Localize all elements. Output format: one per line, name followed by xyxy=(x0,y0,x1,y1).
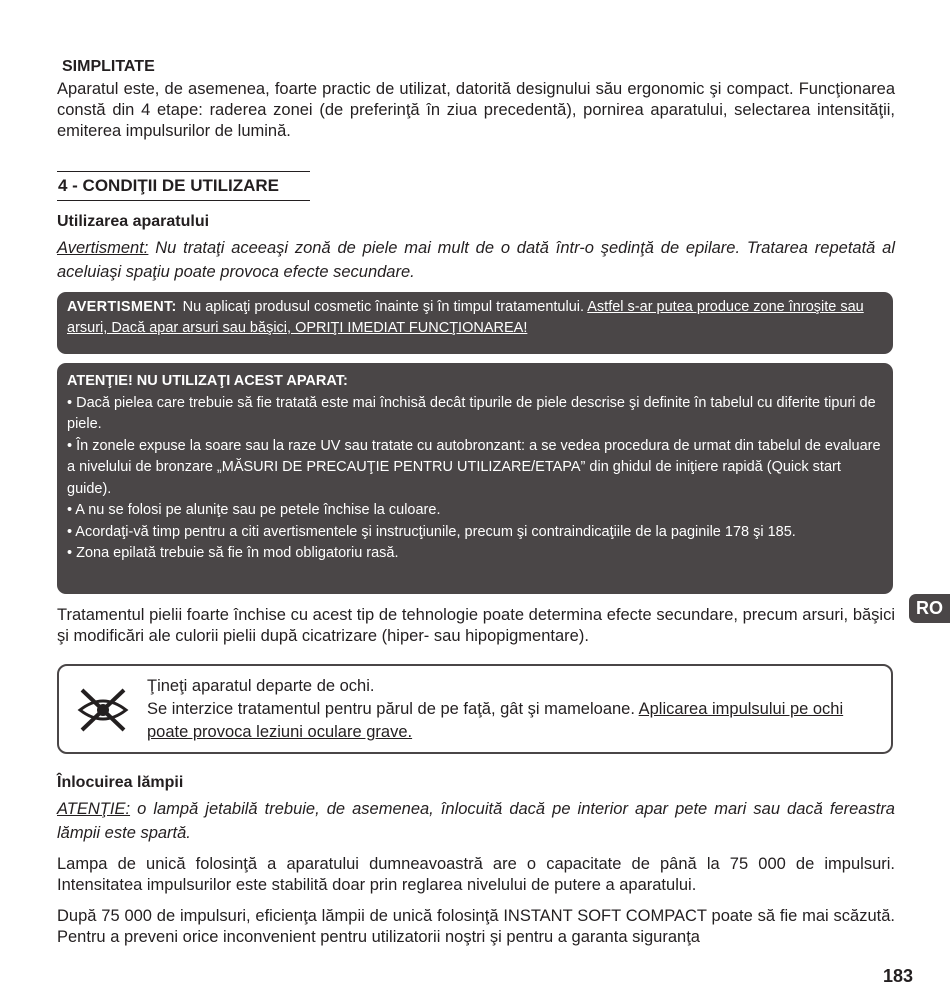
lampa-para1: Lampa de unică folosinţă a aparatului dumneavoastră are o capacitate de până la 75 000 de impulsuri. Intensitatea impulsurilor este stabilită doar prin reglarea nivelului de putere a aparatului. xyxy=(57,855,895,894)
lampa-para2: După 75 000 de impulsuri, eficienţa lămpii de unică folosinţă INSTANT SOFT COMPACT poate să fie mai scăzută. Pentru a preveni orice inconvenient pentru utilizatorii noştri şi pentru a garanta siguranţa xyxy=(57,907,895,946)
attention-title: ATENŢIE! NU UTILIZAŢI ACEST APARAT: xyxy=(67,373,348,389)
section-title: 4 - CONDIŢII DE UTILIZARE xyxy=(57,171,310,201)
utilizare-warning xyxy=(57,236,895,284)
lampa-heading: Înlocuirea lămpii xyxy=(57,774,184,791)
warning-text: Nu trataţi aceeaşi zonă de piele mai mult de o dată într-o şedinţă de epilare. Tratarea repetată al aceluiaşi spaţiu poate provoca efecte secundare. xyxy=(57,239,895,281)
warning-box-label: AVERTISMENT: xyxy=(67,299,177,315)
attention-item: • În zonele expuse la soare sau la raze UV sau tratate cu autobronzant: a se vedea procedura de urmat din tabelul de evaluare a nivelului de bronzare „MĂSURI DE PRECAUŢIE PENTRU UTILIZARE/ETAPA” din ghidul de iniţiere rapidă (Quick start guide). xyxy=(67,437,881,497)
warning-label: Avertisment: xyxy=(57,239,149,257)
warning-box xyxy=(57,292,893,354)
eye-line2: Se interzice tratamentul pentru părul de pe faţă, gât şi mameloane. xyxy=(147,700,639,718)
lampa-warning-label: ATENŢIE: xyxy=(57,800,131,818)
dark-skin-text: Tratamentul pielii foarte închise cu acest tip de tehnologie poate determina efecte secundare, precum arsuri, băşici şi modificări ale culorii pielii după cicatrizare (hiper- sau hipopigmentare). xyxy=(57,606,895,645)
warning-box-text: Nu aplicaţi produsul cosmetic înainte şi în timpul tratamentului. xyxy=(182,299,585,315)
attention-box xyxy=(57,363,893,594)
warning-box-underlined: Astfel s-ar putea produce zone înroşite sau arsuri, Dacă apar arsuri sau băşici, OPRIŢI IMEDIAT FUNCŢIONAREA! xyxy=(67,299,864,336)
attention-list xyxy=(67,393,883,565)
attention-item: • Acordaţi-vă timp pentru a citi avertismentele şi instrucţiunile, precum şi contraindicaţiile de la paginile 178 şi 185. xyxy=(67,523,796,540)
eye-line1: Ţineţi aparatul departe de ochi. xyxy=(147,677,375,695)
lampa-warning xyxy=(57,797,895,845)
utilizare-heading: Utilizarea aparatului xyxy=(57,213,210,230)
no-eyes-icon xyxy=(74,686,132,734)
eye-underlined: Aplicarea impulsului pe ochi poate provoca leziuni oculare grave. xyxy=(147,700,844,741)
lampa-warning-text: o lampă jetabilă trebuie, de asemenea, înlocuită dacă pe interior apar pete mari sau dacă fereastra lămpii este spartă. xyxy=(57,800,895,842)
language-tab: RO xyxy=(909,594,950,623)
page-number: 183 xyxy=(883,966,914,986)
simplitate-heading: SIMPLITATE xyxy=(62,58,155,75)
attention-item: • Zona epilată trebuie să fie în mod obligatoriu rasă. xyxy=(67,545,399,561)
attention-item: • Dacă pielea care trebuie să fie tratată este mai închisă decât tipurile de piele descrise şi definite în tabelul cu diferite tipuri de piele. xyxy=(67,394,876,432)
attention-item: • A nu se folosi pe aluniţe sau pe petele închise la culoare. xyxy=(67,502,441,518)
eye-warning-box xyxy=(57,664,893,754)
simplitate-text: Aparatul este, de asemenea, foarte practic de utilizat, datorită designului său ergonomic şi compact. Funcţionarea constă din 4 etape: raderea zonei (de preferinţă în ziua precedentă), pornirea aparatului, selectarea intensităţii, emiterea impulsurilor de lumină. xyxy=(57,80,895,140)
eye-warning-text xyxy=(147,675,883,744)
